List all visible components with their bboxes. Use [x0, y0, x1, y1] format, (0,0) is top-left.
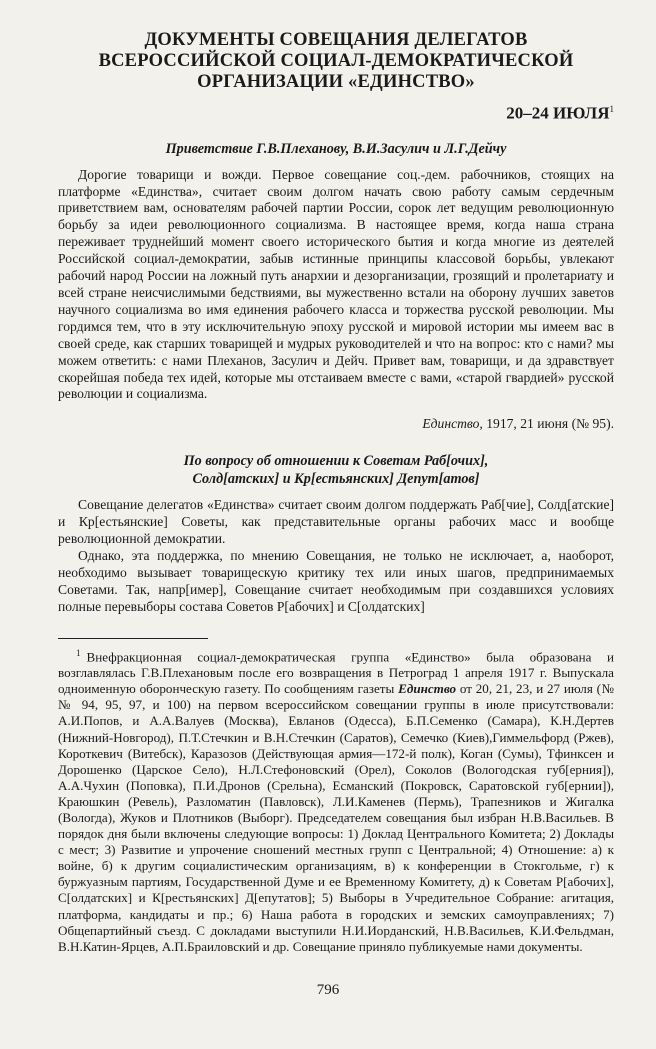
dates-text: 20–24 ИЮЛЯ	[506, 103, 610, 123]
soviets-paragraph-1: Совещание делегатов «Единства» считает своим долгом поддержать Раб[чие], Солд[атские] и Кр[естьянские] Советы, как представительные органы рабочих масс и вообще революционной демократии.	[58, 497, 614, 547]
soviets-heading	[58, 452, 614, 488]
greeting-source	[58, 415, 614, 432]
page-number: 796	[316, 982, 340, 998]
soviets-paragraph-2: Однако, эта поддержка, по мнению Совещания, не только не исключает, а, наоборот, необходимо вызывает товарищескую критику тех или иных шагов, предпринимаемых Советами. Так, напр[имер], Совещание считает необходимым при создавшихся условиях полные перевыборы состава Советов Р[абочих] и С[олдатских]	[58, 548, 614, 614]
soviets-heading-line-1: По вопросу об отношении к Советам Раб[очих],	[183, 453, 489, 470]
document-title	[58, 0, 614, 93]
footnote	[58, 645, 614, 955]
footnote-text-b: от 20, 21, 23, и 27 июля (№№ 94, 95, 97, и 100) на первом всероссийском совещании группы в июле присутствовали: А.И.Попов, и А.А.Валуев (Москва), Евланов (Одесса), Б.П.Семенко (Самара), К.Н.Дертев (Нижний-Новгород), П.Т.Стечкин и В.Н.Стечкин (Саратов), Семечко (Киев),Гиммельфорд (Ржев), Короткевич (Витебск), Каразозов (Действующая армия—172-й полк), Коган (Сумы), Тфинксен и Дорошенко (Царское Село), Н.Л.Стефоновский (Орел), Соколов (Вологодская губ[ерния]), А.А.Чухин (Поповка), П.И.Дронов (Срельна), Есманский (Покровск, Саратовской губ[ернии]), Краюшкин (Ревель), Разломатин (Павловск), Л.И.Каменев (Пермь), Трапезников и Жигалка (Вологда), Жуков и Плотников (Выборг). Председателем совещания был избран Н.В.Васильев. В порядок дня были включены следующие вопросы: 1) Доклад Центрального Комитета; 2) Доклады с мест; 3) Развитие и упрочение сношений местных групп с Центральной; 4) Отношение: а) к войне, б) к другим социалистическим организациям, в) к конференции в Стокгольме, г) к буржуазным партиям, Государственной Думе и ее Временному Комитету, д) к Советам Р[абочих], С[олдатских] и К[рестьянских] Д[епутатов]; 5) Выборы в Учредительное Собрание: агитация, платформа, кандидаты и пр.; 6) Наша работа в городских и земских самоуправлениях; 7) Общепартийный съезд. С докладами выступили Н.И.Иорданский, Н.В.Васильев, К.И.Фельдман, В.Н.Катин-Ярцев, А.П.Браиловский и др. Совещание приняло публикуемые нами документы.	[58, 681, 614, 954]
soviets-heading-line-2: Солд[атских] и Кр[естьянских] Депут[атов]	[192, 471, 480, 488]
footnote-divider	[58, 638, 208, 639]
source-newspaper: Единство,	[422, 416, 483, 432]
footnote-mark: 1	[76, 647, 81, 658]
source-details: 1917, 21 июня (№ 95).	[482, 416, 614, 432]
dates-footnote-mark: 1	[609, 104, 614, 114]
dates-line	[58, 99, 614, 124]
greeting-body: Дорогие товарищи и вожди. Первое совещание соц.-дем. рабочников, стоящих на платформе «Единства», считает своим долгом начать свою работу самым сердечным приветствием вам, основателям рабочей партии России, сорок лет ведущим революционную борьбу за идеи революционного социализма. В настоящее время, когда наша страна переживает труднейший момент своего исторического бытия и когда многие из деятелей Российской социал-демократии, забыв истинные принципы классовой борьбы, увлекают рабочий народ России на ложный путь анархии и дезорганизации, грозящий и пролетариату и всей стране неисчислимыми бедствиями, вы мужественно встали на оборону лучших заветов научного социализма во имя единения рабочего класса и торжества русской революции. Мы гордимся тем, что в эту исключительную эпоху русской и мировой истории мы имеем вас в своей среде, как старших товарищей и мудрых руководителей и что на вопрос: кто с нами? мы можем ответить: с нами Плеханов, Засулич и Дейч. Привет вам, товарищи, и да здравствует скорейшая победа тех идей, которые мы отстаиваем вместе с вами, «старой гвардией» русской революции и социализма.	[58, 166, 614, 402]
footnote-text-a: Внефракционная социал-демократическая группа «Единство» была образована и возглавлялась Г.В.Плехановым после его возвращения в Петроград 1 апреля 1917 г. Выпускала одноименную оборонческую газету. По сообщениям газеты	[58, 649, 614, 697]
greeting-heading: Приветствие Г.В.Плеханову, В.И.Засулич и Л.Г.Дейчу	[165, 140, 507, 157]
title-line-1: ДОКУМЕНТЫ СОВЕЩАНИЯ ДЕЛЕГАТОВ	[144, 30, 528, 50]
footnote-newspaper: Единство	[398, 681, 457, 697]
title-line-2: ВСЕРОССИЙСКОЙ СОЦИАЛ-ДЕМОКРАТИЧЕСКОЙ	[98, 51, 574, 71]
title-line-3: ОРГАНИЗАЦИИ «ЕДИНСТВО»	[197, 72, 475, 92]
